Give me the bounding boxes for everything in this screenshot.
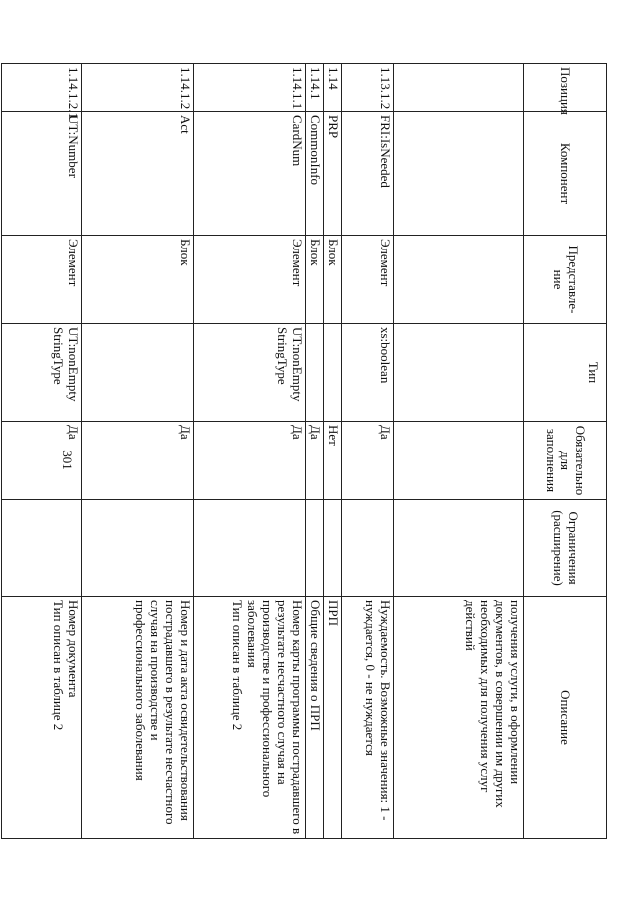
cell-required: Да — [194, 422, 306, 500]
header-restriction: Ограничения (расширение) — [524, 500, 607, 597]
cell-position: 1.14.1.1 — [194, 64, 306, 112]
cell-description: ПРП — [324, 597, 342, 839]
table-row — [194, 64, 306, 839]
spec-table — [1, 63, 607, 839]
header-required: Обязательно для заполнения — [524, 422, 607, 500]
cell-type — [82, 324, 194, 422]
table-row — [306, 64, 324, 839]
cell-description: получения услуги, в оформлении документов, в совершении им других необходимых для получения услуг действий — [394, 597, 524, 839]
table-row — [394, 64, 524, 839]
cell-restriction — [306, 500, 324, 597]
cell-type — [306, 324, 324, 422]
cell-type — [394, 324, 524, 422]
cell-restriction — [394, 500, 524, 597]
cell-component: UT:Number — [2, 112, 82, 236]
cell-description: Общие сведения о ПРП — [306, 597, 324, 839]
cell-restriction — [82, 500, 194, 597]
cell-component: PRP — [324, 112, 342, 236]
header-representation: Представле-ние — [524, 236, 607, 324]
cell-component: FRI:IsNeeded — [342, 112, 394, 236]
cell-required: Да — [306, 422, 324, 500]
cell-type: UT:nonEmpty StringType — [2, 324, 82, 422]
cell-position: 1.14.1.2.1 — [2, 64, 82, 112]
cell-position: 1.14.1 — [306, 64, 324, 112]
cell-description: Номер документа Тип описан в таблице 2 — [2, 597, 82, 839]
table-row — [324, 64, 342, 839]
cell-restriction — [2, 500, 82, 597]
cell-position: 1.14 — [324, 64, 342, 112]
cell-component: CardNum — [194, 112, 306, 236]
cell-representation: Блок — [82, 236, 194, 324]
cell-restriction — [342, 500, 394, 597]
header-description: Описание — [524, 597, 607, 839]
cell-required: Нет — [324, 422, 342, 500]
cell-position: 1.13.1.2 — [342, 64, 394, 112]
cell-representation: Элемент — [342, 236, 394, 324]
cell-position — [394, 64, 524, 112]
cell-component: Act — [82, 112, 194, 236]
header-position: Позиция — [524, 64, 607, 112]
header-type: Тип — [524, 324, 607, 422]
cell-required: Да — [342, 422, 394, 500]
cell-type: xs:boolean — [342, 324, 394, 422]
cell-component: CommonInfo — [306, 112, 324, 236]
cell-required: Да — [2, 422, 82, 500]
cell-representation: Блок — [306, 236, 324, 324]
cell-description: Номер карты программы пострадавшего в результате несчастного случая на производстве и профессионального заболевания Тип описан в таблице 2 — [194, 597, 306, 839]
table-row — [82, 64, 194, 839]
cell-required: Да — [82, 422, 194, 500]
table-header-row — [524, 64, 607, 839]
cell-representation: Блок — [324, 236, 342, 324]
table-row — [2, 64, 82, 839]
cell-description: Нуждаемость. Возможные значения: 1 - нуждается, 0 - не нуждается — [342, 597, 394, 839]
cell-required — [394, 422, 524, 500]
cell-restriction — [324, 500, 342, 597]
cell-type: UT:nonEmpty StringType — [194, 324, 306, 422]
cell-representation: Элемент — [2, 236, 82, 324]
cell-type — [324, 324, 342, 422]
cell-representation — [394, 236, 524, 324]
cell-component — [394, 112, 524, 236]
page-number: 301 — [59, 450, 75, 470]
cell-position: 1.14.1.2 — [82, 64, 194, 112]
cell-description: Номер и дата акта освидетельствования пострадавшего в результате несчастного случая на производстве и профессионального заболевания — [82, 597, 194, 839]
header-component: Компонент — [524, 112, 607, 236]
table-row — [342, 64, 394, 839]
cell-restriction — [194, 500, 306, 597]
cell-representation: Элемент — [194, 236, 306, 324]
